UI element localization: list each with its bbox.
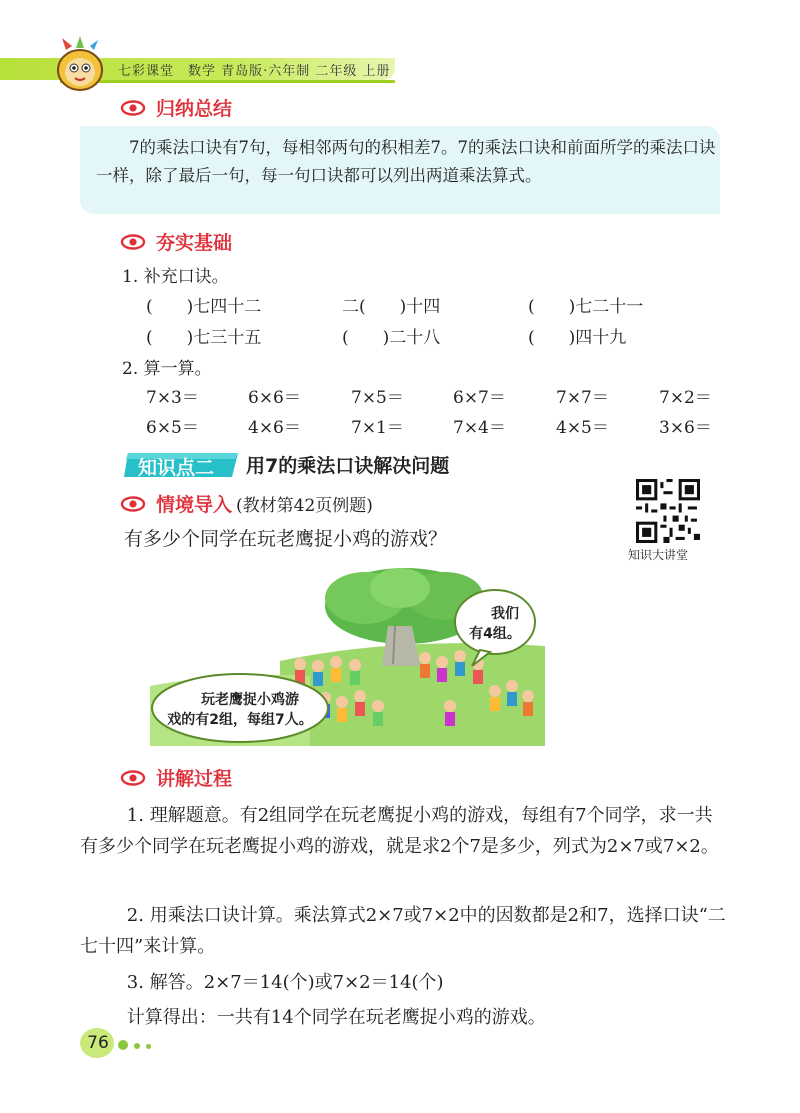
knowledge-point-title: 用7的乘法口诀解决问题 — [246, 455, 450, 477]
explanation-step-1: 1. 理解题意。有2组同学在玩老鹰捉小鸡的游戏，每组有7个同学，求一共有多少个同学在玩老鹰捉小鸡的游戏，就是求2个7是多少，列式为2×7或7×2。 — [80, 805, 719, 857]
summary-heading — [120, 94, 232, 121]
q2-row — [146, 383, 736, 408]
q2-item: 6×7＝ — [453, 388, 506, 408]
q2-item: 7×7＝ — [556, 388, 609, 408]
bubble-left-line2: 戏的有2组，每组7人。 — [167, 712, 313, 728]
basics-heading — [120, 228, 232, 255]
eye-bullet-icon — [120, 496, 146, 512]
q2-item: 7×5＝ — [351, 388, 404, 408]
explanation-title: 讲解过程 — [156, 768, 233, 790]
footer-dot — [146, 1044, 151, 1049]
scenario-heading — [120, 490, 373, 517]
qr-code-icon[interactable] — [636, 479, 700, 543]
speech-bubble-left — [152, 674, 328, 742]
bubble-right-line1: 我们 — [491, 606, 519, 622]
bubble-left-line1: 玩老鹰捉小鸡游 — [201, 692, 299, 708]
eye-bullet-icon — [120, 770, 146, 786]
q1-item: ( )七二十一 — [528, 297, 644, 317]
mascot-icon — [48, 36, 110, 92]
q2-label: 2. 算一算。 — [122, 359, 212, 379]
q1-label: 1. 补充口诀。 — [122, 267, 229, 287]
q2-item: 3×6＝ — [659, 418, 712, 438]
page-number: 76 — [87, 1033, 109, 1053]
scenario-question: 有多少个同学在玩老鹰捉小鸡的游戏？ — [124, 528, 448, 550]
q2-item: 6×5＝ — [146, 418, 199, 438]
q1-row — [146, 292, 736, 317]
explanation-conclusion: 计算得出：一共有14个同学在玩老鹰捉小鸡的游戏。 — [126, 1007, 546, 1028]
q2-item: 7×2＝ — [659, 388, 712, 408]
header-title: 七彩课堂 数学 青岛版·六年制 二年级 上册 — [118, 64, 391, 79]
eye-bullet-icon — [120, 234, 146, 250]
q1-item: ( )七四十二 — [146, 297, 262, 317]
q2-item: 6×6＝ — [248, 388, 301, 408]
q2-item: 7×1＝ — [351, 418, 404, 438]
q1-item: ( )七三十五 — [146, 328, 262, 348]
header-rule — [60, 80, 395, 83]
q1-row — [146, 323, 736, 348]
explanation-heading — [120, 764, 232, 791]
scenario-title: 情境导入 — [156, 494, 233, 516]
explanation-step-2: 2. 用乘法口诀计算。乘法算式2×7或7×2中的因数都是2和7，选择口诀“二七十四”来计算。 — [80, 905, 726, 957]
summary-title: 归纳总结 — [156, 98, 233, 120]
children-playing-illustration — [150, 566, 545, 746]
q1-item: ( )二十八 — [342, 328, 441, 348]
footer-dot — [134, 1043, 140, 1049]
summary-text: 7的乘法口诀有7句，每相邻两句的积相差7。7的乘法口诀和前面所学的乘法口诀一样，除了最后一句，每一句口诀都可以列出两道乘法算式。 — [96, 138, 716, 185]
q2-item: 7×4＝ — [453, 418, 506, 438]
qr-label: 知识大讲堂 — [628, 548, 689, 562]
knowledge-point-label: 知识点二 — [138, 457, 215, 479]
scenario-subtitle: (教材第42页例题) — [236, 496, 373, 516]
q1-item: ( )四十九 — [528, 328, 627, 348]
basics-title: 夯实基础 — [156, 232, 233, 254]
footer-dot — [118, 1040, 128, 1050]
q2-item: 7×3＝ — [146, 388, 199, 408]
eye-bullet-icon — [120, 100, 146, 116]
q2-item: 4×5＝ — [556, 418, 609, 438]
bubble-right-line2: 有4组。 — [469, 626, 521, 642]
explanation-step-3: 3. 解答。2×7＝14(个)或7×2＝14(个) — [126, 972, 444, 993]
q2-item: 4×6＝ — [248, 418, 301, 438]
q2-row — [146, 413, 736, 438]
q1-item: 二( )十四 — [342, 297, 441, 317]
